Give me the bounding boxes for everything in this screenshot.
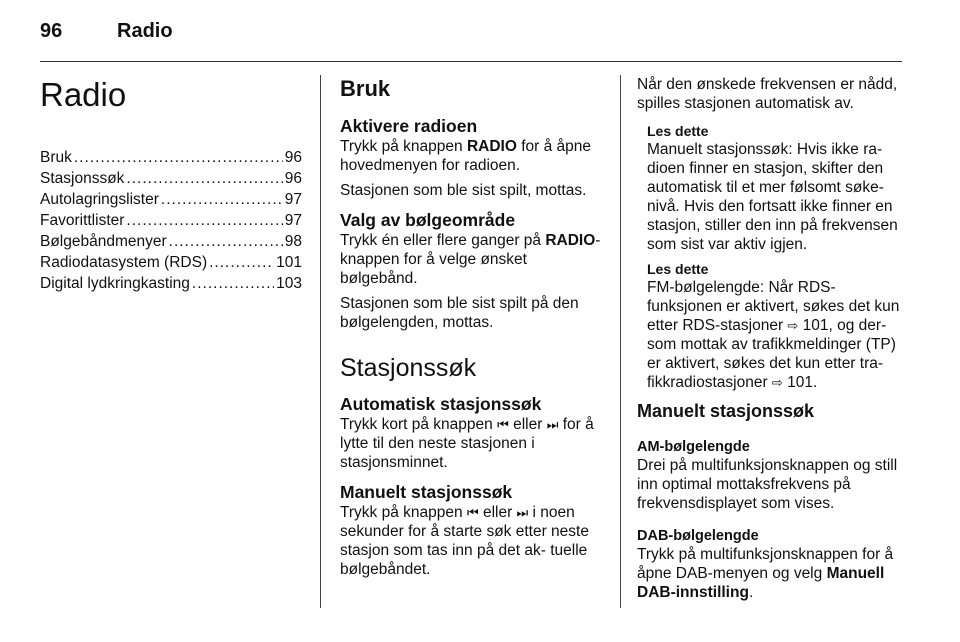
- toc-item[interactable]: [40, 148, 302, 167]
- heading-am: AM-bølgelengde: [637, 439, 750, 455]
- page-reference[interactable]: 101: [787, 374, 814, 391]
- heading-valg: Valg av bølgeområde: [340, 210, 516, 230]
- column-divider-1: [320, 75, 321, 608]
- toc-leader: [126, 211, 282, 230]
- toc-item-label: Bruk: [40, 149, 72, 166]
- seek-back-icon: ⏮: [466, 505, 479, 520]
- toc-item-page: 97: [284, 191, 302, 208]
- page-reference[interactable]: 101: [802, 317, 829, 334]
- toc-leader: [209, 253, 274, 272]
- middle-column: [340, 75, 605, 585]
- toc-item[interactable]: [40, 253, 302, 272]
- paragraph-dab: Trykk på multifunksjonsknappen for å åpne DAB-menyen og velg Manuell DAB-innstilling.: [637, 546, 894, 601]
- toc-item[interactable]: [40, 211, 302, 230]
- heading-dab: DAB-bølgelengde: [637, 528, 759, 544]
- toc-item-page: 96: [284, 149, 302, 166]
- toc-item-label: Autolagringslister: [40, 191, 159, 208]
- paragraph-auto: Trykk kort på knappen ⏮ eller ⏭ for å lytte til den neste stasjonen i stasjonsminnet.: [340, 416, 594, 471]
- paragraph-aktivere-2: Stasjonen som ble sist spilt, mottas.: [340, 182, 587, 199]
- right-column: [637, 75, 903, 608]
- toc-item-label: Favorittlister: [40, 212, 125, 229]
- seek-forward-icon: ⏭: [546, 417, 559, 432]
- note-heading: Les dette: [647, 123, 709, 139]
- paragraph-valg-1: Trykk én eller flere ganger på RADIO-knappen for å velge ønsket bølgebånd.: [340, 232, 601, 287]
- paragraph-manuelt: Trykk på knappen ⏮ eller ⏭ i noen sekunder for å starte søk etter neste stasjon som tas inn på det ak- tuelle bølgebåndet.: [340, 504, 589, 578]
- toc-column: [40, 75, 302, 295]
- note-body: FM-bølgelengde: Når RDS- funksjonen er aktivert, søkes det kun etter RDS-stasjoner ⇨ 101, og der- som mottak av trafikkmeldinger (TP) er aktivert, søkes det kun etter tra- fikkradiostasjoner ⇨ 101.: [647, 279, 900, 391]
- page-reference-icon: ⇨: [787, 318, 799, 333]
- note-box-1: [637, 122, 903, 254]
- note-body: Manuelt stasjonssøk: Hvis ikke ra- dioen finner en stasjon, skifter den automatisk til et mer følsomt søke- nivå. Hvis den fortsatt ikke finner en stasjon, stiller den inn på frekvensen som sist var aktiv igjen.: [647, 141, 898, 253]
- toc-item-label: Radiodatasystem (RDS): [40, 254, 208, 271]
- paragraph-intro: Når den ønskede frekvensen er nådd, spilles stasjonen automatisk av.: [637, 76, 898, 112]
- toc-leader: [169, 232, 283, 251]
- toc-item-label: Bølgebåndmenyer: [40, 233, 167, 250]
- paragraph-am: Drei på multifunksjonsknappen og still inn optimal mottaksfrekvens på frekvensdisplayet som vises.: [637, 457, 898, 512]
- chapter-title: Radio: [40, 76, 127, 113]
- toc-item-page: 103: [276, 275, 302, 292]
- heading-manuelt: Manuelt stasjonssøk: [340, 482, 513, 502]
- section-title-stasjonssok: Stasjonssøk: [340, 354, 477, 382]
- toc-item[interactable]: [40, 190, 302, 209]
- section-title-bruk: Bruk: [340, 76, 391, 101]
- heading-auto: Automatisk stasjonssøk: [340, 394, 542, 414]
- toc-leader: [161, 190, 283, 209]
- toc-item-page: 98: [284, 233, 302, 250]
- note-heading: Les dette: [647, 261, 709, 277]
- toc-leader: [74, 148, 283, 167]
- toc-item[interactable]: [40, 274, 302, 293]
- toc-item[interactable]: [40, 169, 302, 188]
- toc-item-label: Stasjonssøk: [40, 170, 125, 187]
- seek-back-icon: ⏮: [497, 417, 509, 432]
- toc-item[interactable]: [40, 232, 302, 251]
- page-number: 96: [40, 20, 63, 42]
- seek-forward-icon: ⏭: [516, 505, 529, 520]
- paragraph-valg-2: Stasjonen som ble sist spilt på den bølgelengden, mottas.: [340, 295, 579, 331]
- toc-item-label: Digital lydkringkasting: [40, 275, 190, 292]
- page-reference-icon: ⇨: [771, 375, 783, 390]
- toc-item-page: 101: [276, 254, 302, 271]
- toc-item-page: 97: [284, 212, 302, 229]
- heading-manuelt-2: Manuelt stasjonssøk: [637, 401, 815, 421]
- header-rule: [40, 61, 902, 62]
- column-divider-2: [620, 75, 621, 608]
- heading-aktivere: Aktivere radioen: [340, 116, 478, 136]
- toc-leader: [126, 169, 282, 188]
- toc-leader: [192, 274, 274, 293]
- paragraph-aktivere-1: Trykk på knappen RADIO for å åpne hovedmenyen for radioen.: [340, 138, 591, 174]
- running-header: Radio: [117, 20, 173, 42]
- toc-item-page: 96: [284, 170, 302, 187]
- note-box-2: [637, 260, 903, 392]
- toc-list: [40, 148, 302, 293]
